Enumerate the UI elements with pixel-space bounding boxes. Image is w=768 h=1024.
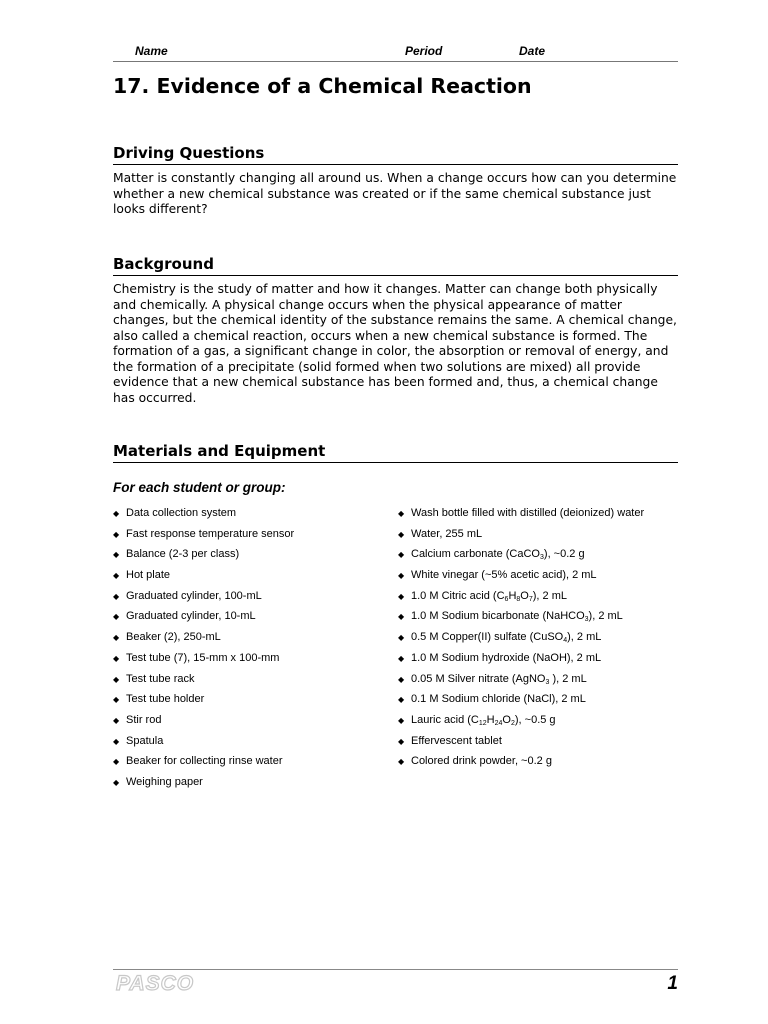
name-label: Name	[135, 44, 168, 58]
driving-questions-section	[113, 144, 678, 218]
list-item: ◆ Fast response temperature sensor	[113, 528, 294, 549]
list-item: ◆ Colored drink powder, ~0.2 g	[398, 755, 644, 776]
list-item: ◆ Data collection system	[113, 507, 294, 528]
driving-questions-heading: Driving Questions	[113, 144, 678, 165]
chemicals-list	[398, 507, 644, 776]
list-item: ◆ Test tube (7), 15-mm x 100-mm	[113, 652, 294, 673]
list-item: ◆ Test tube holder	[113, 693, 294, 714]
driving-questions-body: Matter is constantly changing all around us. When a change occurs how can you determine whether a new chemical substance was created or if the same chemical substance just looks different?	[113, 171, 677, 216]
equipment-list	[113, 507, 294, 797]
list-item: ◆ 1.0 M Sodium hydroxide (NaOH), 2 mL	[398, 652, 644, 673]
list-item: ◆ Spatula	[113, 735, 294, 756]
list-item: ◆ Graduated cylinder, 10-mL	[113, 610, 294, 631]
background-section	[113, 255, 678, 406]
list-item: ◆ Wash bottle filled with distilled (deionized) water	[398, 507, 644, 528]
list-item: ◆ White vinegar (~5% acetic acid), 2 mL	[398, 569, 644, 590]
list-item: ◆ Water, 255 mL	[398, 528, 644, 549]
list-item: ◆ Beaker (2), 250-mL	[113, 631, 294, 652]
list-item: ◆ 1.0 M Citric acid $(C_6H_8O_7)$, 2 mL	[398, 590, 644, 611]
list-item: ◆ 0.1 M Sodium chloride (NaCl), 2 mL	[398, 693, 644, 714]
list-item: ◆ 0.5 M Copper(II) sulfate (CuSO$_4$), 2 mL	[398, 631, 644, 652]
list-item: ◆ Stir rod	[113, 714, 294, 735]
page-number: 1	[667, 973, 678, 994]
pasco-logo: PASCO	[116, 972, 195, 995]
list-item: ◆ 0.05 M Silver nitrate (AgNO$_3$ ), 2 mL	[398, 673, 644, 694]
list-item: ◆ Calcium carbonate (CaCO$_3$), ~0.2 g	[398, 548, 644, 569]
list-item: ◆ Beaker for collecting rinse water	[113, 755, 294, 776]
date-label: Date	[519, 44, 546, 58]
list-item: ◆ Effervescent tablet	[398, 735, 644, 756]
background-body: Chemistry is the study of matter and how it changes. Matter can change both physically and chemically. A physical change occurs when the physical appearance of matter changes, but the chemical identity of the substance remains the same. A chemical change, also called a chemical reaction, occurs when a new chemical substance is formed. The formation of a gas, a significant change in color, the absorption or removal of energy, and the formation of a precipitate (solid formed when two solutions are mixed) all provide evidence that a new chemical substance has been formed and, thus, a chemical change has occurred.	[113, 282, 677, 405]
materials-section	[113, 442, 678, 463]
list-item: ◆ Graduated cylinder, 100-mL	[113, 590, 294, 611]
student-info-header	[113, 42, 678, 62]
period-label: Period	[405, 44, 443, 58]
footer-divider	[113, 969, 678, 970]
list-item: ◆ 1.0 M Sodium bicarbonate (NaHCO$_3$), 2 mL	[398, 610, 644, 631]
list-item: ◆ Hot plate	[113, 569, 294, 590]
list-item: ◆ Lauric acid $(C_{12}H_{24}O_2)$, ~0.5 g	[398, 714, 644, 735]
materials-subheading: For each student or group:	[113, 480, 286, 495]
list-item: ◆ Balance (2-3 per class)	[113, 548, 294, 569]
materials-heading: Materials and Equipment	[113, 442, 678, 463]
page-title: 17. Evidence of a Chemical Reaction	[113, 74, 532, 98]
background-heading: Background	[113, 255, 678, 276]
list-item: ◆ Test tube rack	[113, 673, 294, 694]
list-item: ◆ Weighing paper	[113, 776, 294, 797]
